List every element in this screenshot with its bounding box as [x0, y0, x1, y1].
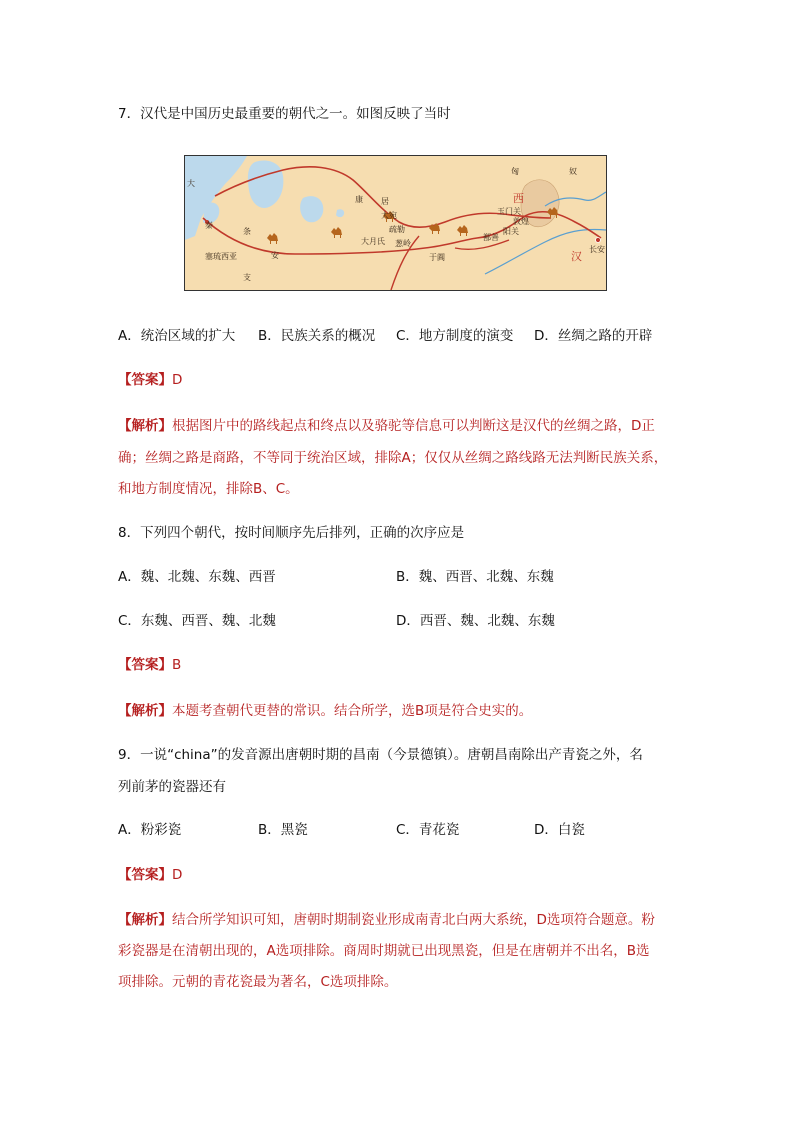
camel-icon [331, 227, 342, 238]
river [485, 230, 606, 275]
map-label-da: 大 [187, 179, 195, 188]
q9-analysis-line-1 [118, 910, 655, 930]
q8-option-c: C．东魏、西晋、魏、北魏 [118, 613, 276, 629]
map-label-ju: 居 [381, 197, 389, 206]
q7-analysis-line-2: 确；丝绸之路是商路，不等同于统治区域，排除A；仅仅从丝绸之路线路无法判断民族关系， [118, 450, 668, 466]
q7-stem: 7．汉代是中国历史最重要的朝代之一。如图反映了当时 [118, 106, 451, 122]
analysis-tag: 【解析】 [118, 912, 172, 928]
map-label-seleucia: 塞琉西亚 [205, 252, 237, 261]
q8-answer [118, 655, 181, 675]
q9-option-b: B．黑瓷 [258, 822, 308, 838]
silk-road-map-svg [185, 156, 606, 290]
q9-answer [118, 865, 182, 885]
camel-icon [267, 233, 278, 244]
analysis-text: 结合所学知识可知，唐朝时期制瓷业形成南青北白两大系统，D选项符合题意。粉 [172, 912, 655, 928]
analysis-tag: 【解析】 [118, 418, 172, 434]
map-label-an: 安 [271, 251, 279, 260]
map-label-yutian: 于阗 [429, 253, 445, 262]
map-label-shanshan: 鄯善 [483, 233, 499, 242]
q9-option-a: A．粉彩瓷 [118, 822, 182, 838]
q9-stem-line-1: 9．一说“china”的发音源出唐朝时期的昌南（今景德镇）。唐朝昌南除出产青瓷之外，名 [118, 747, 643, 763]
map-label-xiongnu-a: 匈 [511, 167, 519, 176]
q7-answer [118, 370, 182, 390]
map-label-yangguan: 阳关 [503, 227, 519, 236]
map-label-shule: 疏勒 [389, 225, 405, 234]
q8-option-a: A．魏、北魏、东魏、西晋 [118, 569, 276, 585]
answer-value: D [172, 372, 183, 388]
q7-option-d: D．丝绸之路的开辟 [534, 328, 653, 344]
analysis-text: 根据图片中的路线起点和终点以及骆驼等信息可以判断这是汉代的丝绸之路，D正 [172, 418, 655, 434]
q7-option-b: B．民族关系的概况 [258, 328, 376, 344]
answer-tag: 【答案】 [118, 372, 172, 388]
map-label-dunhuang: 敦煌 [513, 217, 529, 226]
q7-analysis-line-3: 和地方制度情况，排除B、C。 [118, 481, 299, 497]
q8-option-d: D．西晋、魏、北魏、东魏 [396, 613, 555, 629]
map-label-han: 汉 [571, 250, 582, 263]
camel-icon [457, 225, 468, 236]
map-label-qin: 秦 [205, 221, 213, 230]
q7-option-a: A．统治区域的扩大 [118, 328, 236, 344]
map-label-zhi: 支 [243, 273, 251, 282]
analysis-tag: 【解析】 [118, 703, 172, 719]
q9-analysis-line-2: 彩瓷器是在清朝出现的，A选项排除。商周时期就已出现黑瓷，但是在唐朝并不出名，B选 [118, 943, 650, 959]
q8-option-b: B．魏、西晋、北魏、东魏 [396, 569, 554, 585]
map-label-xiongnu-b: 奴 [569, 167, 577, 176]
q7-option-c: C．地方制度的演变 [396, 328, 514, 344]
q9-stem-line-2: 列前茅的瓷器还有 [118, 779, 226, 795]
answer-value: B [172, 657, 182, 673]
silk-road-map [184, 155, 607, 291]
map-label-yumenguan: 玉门关 [497, 207, 521, 216]
q7-analysis-line-1 [118, 416, 655, 436]
answer-tag: 【答案】 [118, 867, 172, 883]
map-label-congling: 葱岭 [395, 239, 411, 248]
map-label-dawan: 大宛 [381, 211, 397, 220]
aral-sea [300, 196, 323, 222]
city-marker-changan [596, 238, 601, 243]
q9-option-c: C．青花瓷 [396, 822, 460, 838]
q8-analysis-line-1 [118, 701, 532, 721]
analysis-text: 本题考查朝代更替的常识。结合所学，选B项是符合史实的。 [172, 703, 533, 719]
map-label-kang: 康 [355, 195, 363, 204]
answer-value: D [172, 867, 183, 883]
map-label-tiao: 条 [243, 227, 251, 236]
lake [336, 209, 344, 217]
map-label-dayuezhi: 大月氏 [361, 237, 385, 246]
map-label-changan: 长安 [589, 245, 605, 254]
mediterranean-sea [185, 156, 247, 240]
caspian-sea [248, 161, 283, 208]
q8-stem: 8．下列四个朝代，按时间顺序先后排列，正确的次序应是 [118, 525, 465, 541]
q9-option-d: D．白瓷 [534, 822, 585, 838]
answer-tag: 【答案】 [118, 657, 172, 673]
map-label-xi: 西 [513, 192, 524, 205]
q9-analysis-line-3: 项排除。元朝的青花瓷最为著名，C选项排除。 [118, 974, 398, 990]
